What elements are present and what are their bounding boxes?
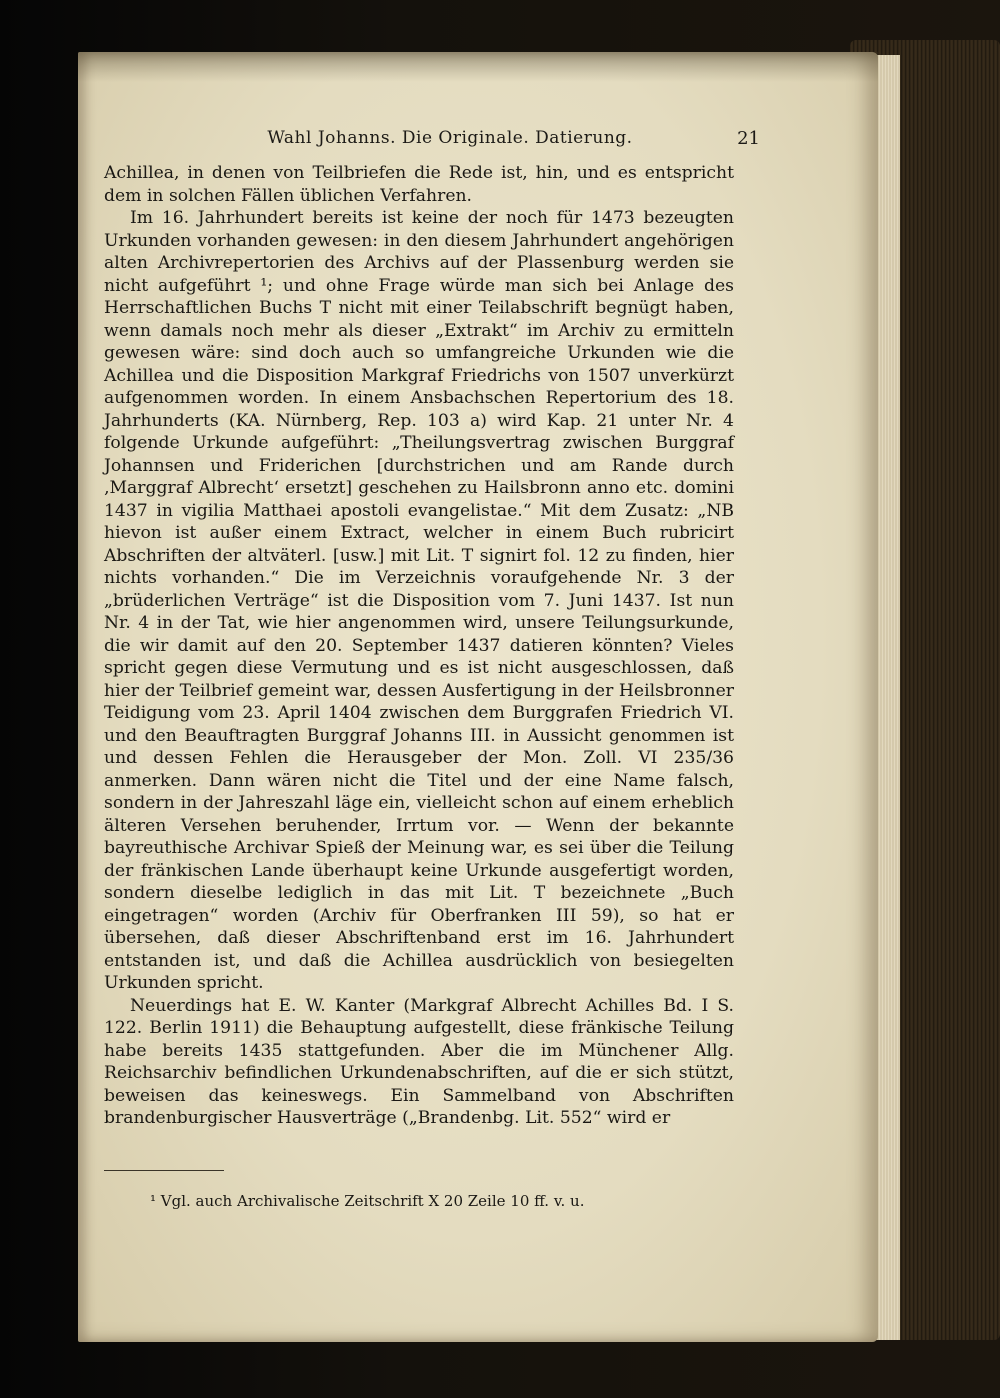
- footnote-rule: [104, 1170, 224, 1171]
- paragraph: Im 16. Jahrhundert bereits ist keine der noch für 1473 bezeugten Urkunden vorhanden gewesen: in den diesem Jahrhundert angehörigen alten Archivrepertorien des Archivs auf der Plassenburg werden sie nicht aufgeführt ¹; und ohne Frage würde man sich bei Anlage des Herrschaftlichen Buchs T nicht mit einer Teilabschrift begnügt haben, wenn damals noch mehr als dieser „Extrakt“ im Archiv zu ermitteln gewesen wäre: sind doch auch so umfangreiche Urkunden wie die Achillea und die Disposition Markgraf Friedrichs von 1507 unverkürzt aufgenommen worden. In einem Ansbachschen Repertorium des 18. Jahrhunderts (KA. Nürnberg, Rep. 103 a) wird Kap. 21 unter Nr. 4 folgende Urkunde aufgeführt: „Theilungsvertrag zwischen Burggraf Johannsen und Friderichen [durchstrichen und am Rande durch ‚Marggraf Albrecht‘ ersetzt] geschehen zu Hailsbronn anno etc. domini 1437 in vigilia Matthaei apostoli evangelistae.“ Mit dem Zusatz: „NB hievon ist außer einem Extract, welcher in einem Buch rubricirt Abschriften der altväterl. [usw.] mit Lit. T signirt fol. 12 zu finden, hier nichts vorhanden.“ Die im Verzeichnis voraufgehende Nr. 3 der „brüderlichen Verträge“ ist die Disposition vom 7. Juni 1437. Ist nun Nr. 4 in der Tat, wie hier angenommen wird, unsere Teilungsurkunde, die wir damit auf den 20. September 1437 datieren könnten? Vieles spricht gegen diese Vermutung und es ist nicht ausgeschlossen, daß hier der Teilbrief gemeint war, dessen Ausfertigung in der Heilsbronner Teidigung vom 23. April 1404 zwischen dem Burggrafen Friedrich VI. und den Beauftragten Burggraf Johanns III. in Aussicht genommen ist und dessen Fehlen die Herausgeber der Mon. Zoll. VI 235/36 anmerken. Dann wären nicht die Titel und der eine Name falsch, sondern in der Jahreszahl läge ein, vielleicht schon auf einem erheblich älteren Versehen beruhender, Irrtum vor. — Wenn der bekannte bayreuthische Archivar Spieß der Meinung war, es sei über die Teilung der fränkischen Lande überhaupt keine Urkunde ausgefertigt worden, sondern dieselbe lediglich in das mit Lit. T bezeichnete „Buch eingetragen“ worden (Archiv für Oberfranken III 59), so hat er übersehen, daß dieser Abschriftenband erst im 16. Jahrhundert entstanden ist, und daß die Achillea ausdrücklich von besiegelten Urkunden spricht.: [104, 208, 734, 993]
- body-text: [104, 162, 734, 1130]
- footnote: ¹ Vgl. auch Archivalische Zeitschrift X 20 Zeile 10 ff. v. u.: [150, 1192, 585, 1210]
- running-head: Wahl Johanns. Die Originale. Datierung.: [267, 128, 633, 148]
- paragraph-continuation: Achillea, in denen von Teilbriefen die Rede ist, hin, und es entspricht dem in solchen Fällen üblichen Verfahren.: [104, 163, 734, 206]
- paragraph: Neuerdings hat E. W. Kanter (Markgraf Albrecht Achilles Bd. I S. 122. Berlin 1911) die Behauptung aufgestellt, diese fränkische Teilung habe bereits 1435 stattgefunden. Aber die im Münchener Allg. Reichsarchiv befindlichen Urkundenabschriften, auf die er sich stützt, beweisen das keineswegs. Ein Sammelband von Abschriften brandenburgischer Hausverträge („Brandenbg. Lit. 552“ wird er: [104, 995, 734, 1128]
- page-number: 21: [737, 128, 760, 149]
- page-shadow: [78, 52, 878, 82]
